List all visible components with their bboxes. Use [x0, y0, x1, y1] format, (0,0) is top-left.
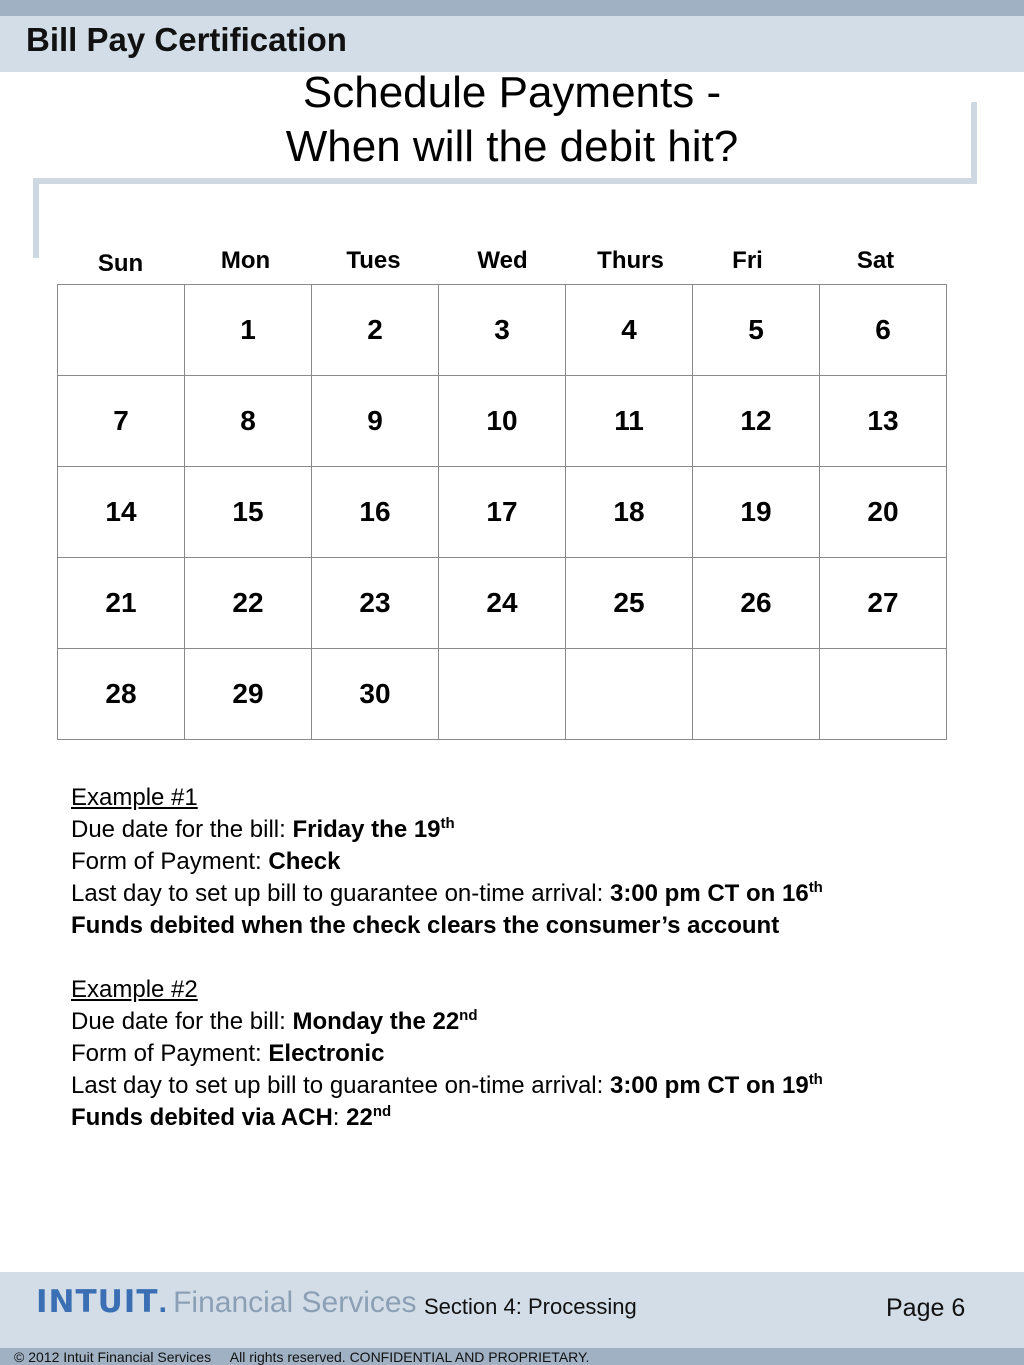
day-header-sun: Sun	[97, 250, 144, 277]
calendar-day-cell: 1	[185, 285, 312, 376]
calendar-day-cell	[439, 649, 566, 740]
calendar-day-cell: 24	[439, 558, 566, 649]
calendar-day-cell: 5	[693, 285, 820, 376]
calendar-day-cell: 18	[566, 467, 693, 558]
funds-debited-label: Funds debited via ACH	[71, 1104, 333, 1131]
calendar-week	[58, 376, 947, 467]
calendar-day-cell: 10	[439, 376, 566, 467]
calendar-day-cell: 6	[820, 285, 947, 376]
calendar-day-cell: 11	[566, 376, 693, 467]
decorative-bracket-left	[33, 180, 39, 258]
calendar-day-cell: 17	[439, 467, 566, 558]
calendar-day-cell: 16	[312, 467, 439, 558]
calendar-day-cell: 22	[185, 558, 312, 649]
due-date-suffix: th	[440, 815, 455, 832]
calendar-week	[58, 285, 947, 376]
logo-dot: .	[158, 1284, 168, 1319]
calendar-day-cell: 4	[566, 285, 693, 376]
calendar-day-cell: 30	[312, 649, 439, 740]
slide-title-line2: When will the debit hit?	[285, 122, 739, 171]
copyright-text: © 2012 Intuit Financial Services All rights reserved. CONFIDENTIAL AND PROPRIETARY.	[14, 1349, 590, 1365]
example2-form-of-payment	[71, 1038, 823, 1070]
last-day-label: Last day to set up bill to guarantee on-time arrival:	[71, 1072, 610, 1099]
section-label: Section 4: Processing	[424, 1294, 637, 1319]
calendar-day-cell: 28	[58, 649, 185, 740]
funds-debited-suffix: nd	[372, 1103, 392, 1120]
examples-block	[71, 782, 823, 1134]
example2-due-date	[71, 1006, 823, 1038]
form-of-payment-value: Check	[268, 848, 341, 875]
example1-funds-debited	[71, 910, 823, 942]
day-header-mon: Mon	[220, 247, 271, 274]
calendar-day-cell: 3	[439, 285, 566, 376]
day-header-tues: Tues	[346, 247, 401, 274]
last-day-suffix: th	[808, 879, 823, 896]
example1-last-day	[71, 878, 823, 910]
calendar-day-cell: 13	[820, 376, 947, 467]
calendar-day-cell: 21	[58, 558, 185, 649]
calendar-day-cell: 27	[820, 558, 947, 649]
intuit-financial-services-logo	[36, 1284, 417, 1324]
top-accent-strip	[0, 0, 1024, 16]
due-date-value: Monday the 22	[292, 1008, 460, 1035]
header-title: Bill Pay Certification	[26, 21, 347, 58]
calendar-day-cell: 23	[312, 558, 439, 649]
calendar-day-cell: 26	[693, 558, 820, 649]
calendar-week	[58, 558, 947, 649]
calendar-day-cell: 15	[185, 467, 312, 558]
calendar-day-cell: 12	[693, 376, 820, 467]
calendar-day-cell: 8	[185, 376, 312, 467]
calendar-day-cell: 7	[58, 376, 185, 467]
funds-debited-text: Funds debited when the check clears the consumer’s account	[71, 912, 780, 939]
calendar-day-cell: 29	[185, 649, 312, 740]
form-of-payment-value: Electronic	[268, 1040, 385, 1067]
calendar-day-cell	[693, 649, 820, 740]
form-of-payment-label: Form of Payment:	[71, 1040, 269, 1067]
example2-last-day	[71, 1070, 823, 1102]
calendar-day-cell: 2	[312, 285, 439, 376]
due-date-label: Due date for the bill:	[71, 1008, 293, 1035]
decorative-bracket-top	[33, 178, 977, 184]
calendar-day-headers	[57, 247, 946, 279]
day-header-sat: Sat	[856, 247, 895, 274]
last-day-value: 3:00 pm CT on 16	[609, 880, 809, 907]
example1-due-date	[71, 814, 823, 846]
calendar-day-cell: 14	[58, 467, 185, 558]
calendar-day-cell	[566, 649, 693, 740]
calendar-week	[58, 467, 947, 558]
calendar-day-cell: 19	[693, 467, 820, 558]
calendar-day-cell	[58, 285, 185, 376]
example2-funds-debited	[71, 1102, 823, 1134]
due-date-label: Due date for the bill:	[71, 816, 293, 843]
day-header-thurs: Thurs	[597, 247, 664, 274]
day-header-wed: Wed	[477, 247, 528, 274]
calendar-week	[58, 649, 947, 740]
calendar-day-cell	[820, 649, 947, 740]
day-header-fri: Fri	[732, 247, 763, 274]
calendar-day-cell: 25	[566, 558, 693, 649]
calendar-grid	[57, 284, 947, 740]
page-number: Page 6	[886, 1294, 966, 1322]
calendar-day-cell: 9	[312, 376, 439, 467]
example1-heading: Example #1	[71, 784, 198, 811]
due-date-suffix: nd	[459, 1007, 478, 1024]
logo-brand: INTUIT	[36, 1284, 159, 1320]
form-of-payment-label: Form of Payment:	[71, 848, 269, 875]
due-date-value: Friday the 19	[292, 816, 441, 843]
calendar-day-cell: 20	[820, 467, 947, 558]
example2-heading: Example #2	[71, 976, 198, 1003]
last-day-value: 3:00 pm CT on 19	[609, 1072, 809, 1099]
funds-debited-value: 22	[346, 1104, 373, 1131]
funds-debited-separator: :	[332, 1104, 347, 1131]
slide-title	[0, 66, 1024, 174]
slide-title-line1: Schedule Payments -	[302, 68, 722, 117]
last-day-label: Last day to set up bill to guarantee on-time arrival:	[71, 880, 610, 907]
logo-text: Financial Services	[173, 1286, 417, 1319]
last-day-suffix: th	[808, 1071, 823, 1088]
examples-spacer	[71, 942, 823, 974]
example1-form-of-payment	[71, 846, 823, 878]
